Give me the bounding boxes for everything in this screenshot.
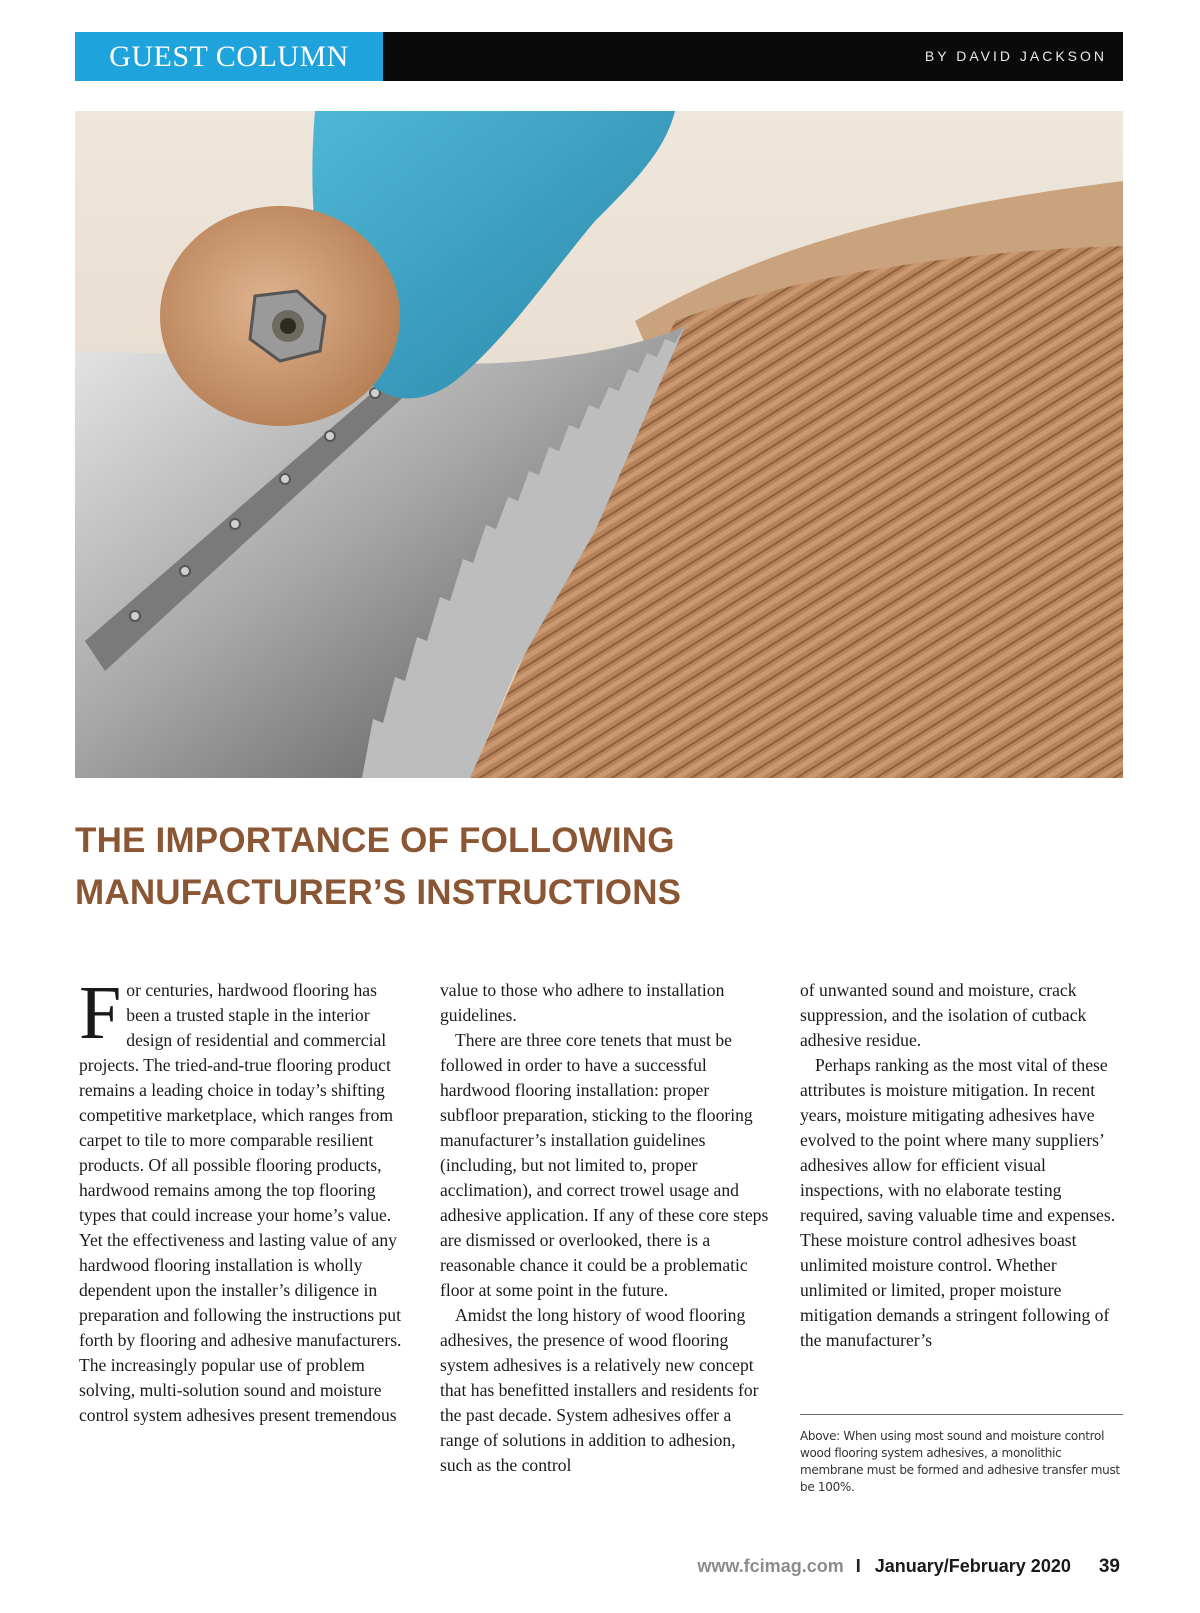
byline: BY DAVID JACKSON [924,48,1107,64]
section-tag: GUEST COLUMN [75,32,383,81]
col3-paragraph-1: of unwanted sound and moisture, crack suppression, and the isolation of cutback adhesive residue. [800,980,1087,1050]
col2-paragraph-2: There are three core tenets that must be followed in order to have a successful hardwood flooring installation: proper subfloor preparation, sticking to the flooring manufacturer’s installation guidelines (including, but not limited to, proper acclimation), and correct trowel usage and adhesive application. If any of these core steps are dismissed or overlooked, there is a reasonable chance it could be a problematic floor at some point in the future. [440,1030,769,1300]
page-number: 39 [1098,1556,1120,1577]
drop-cap: F [79,971,122,1055]
article-headline [75,815,835,919]
photo-caption: Above: When using most sound and moisture control wood flooring system adhesives, a monolithic membrane must be formed and adhesive transfer must be 100%. [800,1429,1120,1494]
hero-photo [75,111,1123,778]
col2-paragraph-3: Amidst the long history of wood flooring adhesives, the presence of wood flooring system adhesives is a relatively new concept that has benefitted installers and residents for the past decade. System adhesives offer a range of solutions in addition to adhesion, such as the control [440,1305,759,1475]
footer-separator: I [855,1556,861,1576]
page-footer [697,1554,1120,1578]
col1-paragraph-1: or centuries, hardwood flooring has been a trusted staple in the interior design of residential and commercial projects. The tried-and-true flooring product remains a leading choice in today’s shifting competitive marketplace, which ranges from carpet to tile to more comparable resilient products. Of all possible flooring products, hardwood remains among the top flooring types that could increase your home’s value. Yet the effectiveness and lasting value of any hardwood flooring installation is wholly dependent upon the installer’s diligence in preparation and following the instructions put forth by flooring and adhesive manufacturers. The increasingly popular use of problem solving, multi-solution sound and moisture control system adhesives present tremendous [79,980,402,1425]
header-bar [75,32,1123,81]
caption-divider [800,1414,1123,1415]
body-column-2 [440,978,770,1478]
footer-issue-date: January/February 2020 [874,1556,1071,1576]
col3-paragraph-2: Perhaps ranking as the most vital of these attributes is moisture mitigation. In recent years, moisture mitigating adhesives have evolved to the point where many suppliers’ adhesives allow for efficient visual inspections, with no elaborate testing required, saving valuable time and expenses. These moisture control adhesives boast unlimited moisture control. Whether unlimited or limited, proper moisture mitigation demands a stringent following of the manufacturer’s [800,1055,1116,1350]
headline-line-2: MANUFACTURER’S INSTRUCTIONS [75,873,682,912]
footer-website: www.fcimag.com [697,1556,844,1576]
col2-paragraph-1: value to those who adhere to installation guidelines. [440,980,725,1025]
headline-line-1: THE IMPORTANCE OF FOLLOWING [75,821,675,860]
body-column-3 [800,978,1126,1353]
body-column-1 [79,971,409,1428]
